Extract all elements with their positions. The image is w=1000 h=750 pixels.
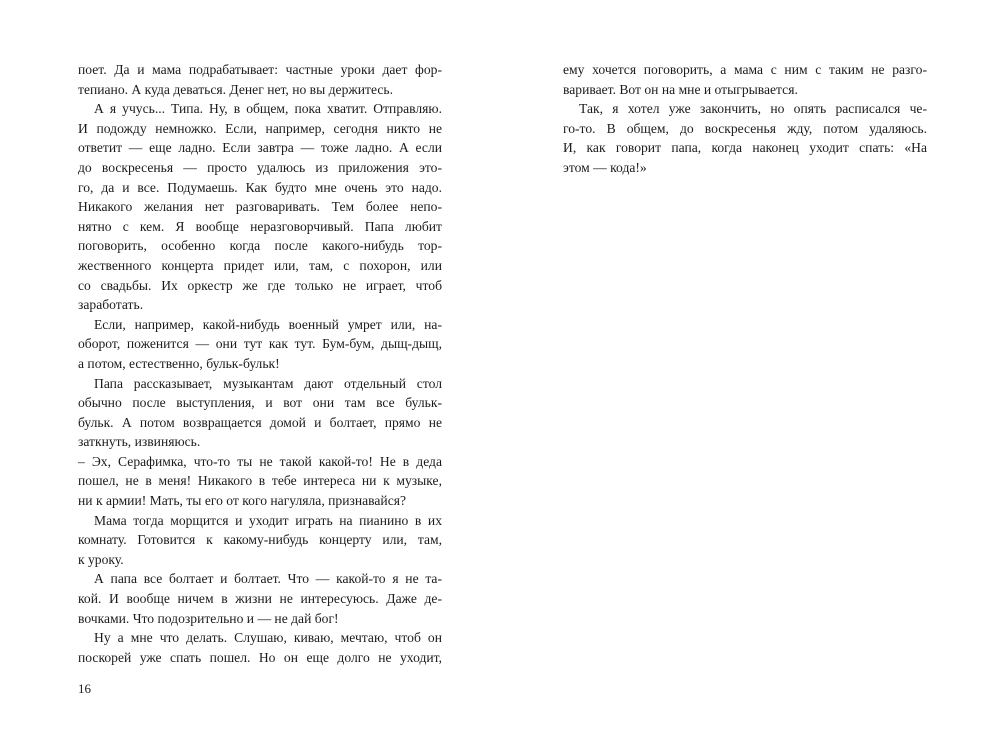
text-line: тепиано. А куда деваться. Денег нет, но вы держитесь. xyxy=(78,81,393,97)
text-line: – Эх, Серафимка, что-то ты не такой какой-то! Не в деда xyxy=(78,453,442,469)
text-line: ни к армии! Мать, ты его от кого нагуляла, признавайся? xyxy=(78,493,407,509)
page-number: 16 xyxy=(78,681,91,696)
text-line: Так, я хотел уже закончить, но опять расписался че- xyxy=(579,101,927,117)
text-line: со свадьбы. Их оркестр же где только не играет, чтоб xyxy=(78,277,442,293)
text-line: жественного концерта придет или, там, с похорон, или xyxy=(78,257,442,273)
text-line: Мама тогда морщится и уходит играть на пианино в их xyxy=(94,512,442,528)
text-line: варивает. Вот он на мне и отыгрывается. xyxy=(563,81,798,97)
text-line: комнату. Готовится к какому-нибудь концерту или, там, xyxy=(78,532,442,548)
text-line: вочками. Что подозрительно и — не дай бог! xyxy=(78,610,339,626)
text-line: заработать. xyxy=(78,297,144,313)
text-line: нятно с кем. Я вообще неразговорчивый. Папа любит xyxy=(78,218,442,234)
text-line: а потом, естественно, бульк-бульк! xyxy=(78,355,280,371)
text-line: заткнуть, извиняюсь. xyxy=(78,434,201,450)
text-line: бульк. А потом возвращается домой и болтает, прямо не xyxy=(78,414,442,430)
text-line: этом — кода!» xyxy=(563,159,647,175)
text-line: кой. И вообще ничем в жизни не интересуюсь. Даже де- xyxy=(78,591,442,607)
text-line: поскорей уже спать пошел. Но он еще долго не уходит, xyxy=(78,649,442,665)
text-line: Если, например, какой-нибудь военный умрет или, на- xyxy=(94,316,442,332)
left-page-text xyxy=(78,60,442,667)
text-line: поет. Да и мама подрабатывает: частные уроки дает фор- xyxy=(78,62,442,77)
text-line: ответит — еще ладно. Если завтра — тоже ладно. А если xyxy=(78,140,442,156)
text-line: пошел, не в меня! Никакого в тебе интереса ни к музыке, xyxy=(78,473,442,489)
text-line: обычно после выступления, и вот они там все бульк- xyxy=(78,395,442,411)
text-line: оборот, поженится — они тут как тут. Бум-бум, дыщ-дыщ, xyxy=(78,336,442,352)
text-line: до воскресенья — просто удалюсь из приложения это- xyxy=(78,159,442,175)
text-line: Папа рассказывает, музыкантам дают отдельный стол xyxy=(94,375,442,391)
text-line: к уроку. xyxy=(78,551,124,567)
text-line: го, да и все. Подумаешь. Как будто мне очень это надо. xyxy=(78,179,442,195)
text-line: поговорить, особенно когда после какого-нибудь тор- xyxy=(78,238,442,254)
text-line: А я учусь... Типа. Ну, в общем, пока хватит. Отправляю. xyxy=(94,101,442,117)
text-line: А папа все болтает и болтает. Что — какой-то я не та- xyxy=(94,571,442,587)
text-line: И подожду немножко. Если, например, сегодня никто не xyxy=(78,120,442,136)
text-line: Никакого желания нет разговаривать. Тем более непо- xyxy=(78,199,442,215)
text-line: го-то. В общем, до воскресенья жду, потом удаляюсь. xyxy=(563,120,927,136)
right-page-text xyxy=(563,60,927,178)
right-page xyxy=(500,0,1000,750)
text-line: Ну а мне что делать. Слушаю, киваю, мечтаю, чтоб он xyxy=(94,630,442,646)
text-line: И, как говорит папа, когда наконец уходит спать: «На xyxy=(563,140,927,156)
text-line: ему хочется поговорить, а мама с ним с таким не разго- xyxy=(563,62,927,77)
